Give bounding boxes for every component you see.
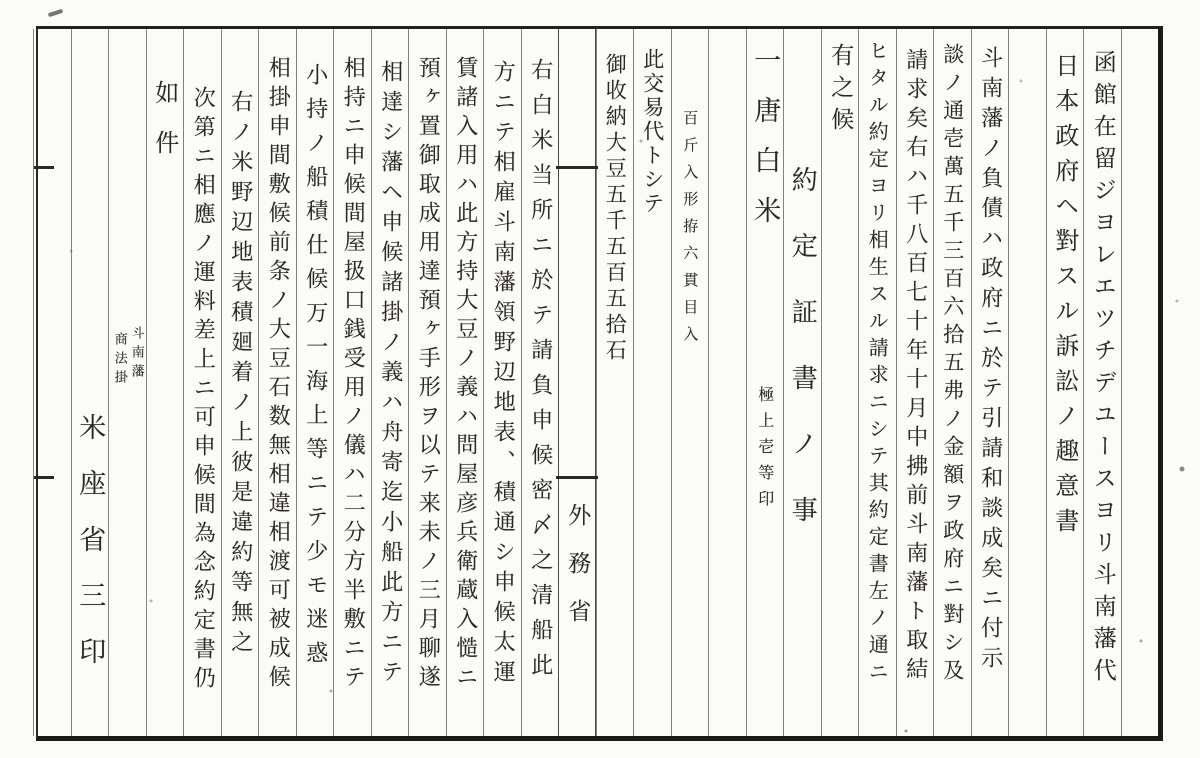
text-segment: 小持ノ船積仕候万一海上等ニテ少モ迷惑 xyxy=(302,63,328,675)
scan-mark xyxy=(48,9,64,17)
text-segment: 右ノ米野辺地表積廻着ノ上彼是違約等無之 xyxy=(227,90,253,660)
column-line-19 xyxy=(408,29,446,736)
text-segment: 一唐白米 xyxy=(749,46,781,246)
text-segment: 極上壱等印 xyxy=(755,386,775,516)
text-segment: 有之候 xyxy=(827,43,854,139)
text-segment: 斗南藩 xyxy=(128,326,144,383)
column-line-26 xyxy=(146,29,184,736)
column-line-04 xyxy=(971,29,1009,736)
column-line-21 xyxy=(333,29,371,736)
column-line-06 xyxy=(896,29,934,736)
text-segment: 約定証書ノ事 xyxy=(787,166,818,562)
text-segment: 日本政府ヘ對スル訴訟ノ趣意書 xyxy=(1050,53,1079,543)
text-segment: 御收納大豆五千五百五拾石 xyxy=(603,53,628,365)
text-segment: 米座省三印 xyxy=(74,413,106,693)
column-line-17 xyxy=(483,29,521,736)
column-left-margin xyxy=(33,29,71,736)
column-title-09 xyxy=(783,29,821,736)
scan-specks xyxy=(0,0,2,2)
column-note-12 xyxy=(671,29,709,736)
column-line-01 xyxy=(1083,29,1121,736)
text-segment: 右白米当所ニ於テ請負申候密〆之清船此 xyxy=(527,58,553,688)
ministry-label: 外務省 xyxy=(564,503,591,647)
text-segment: 請求矣右ハ千八百七十年十月中拂前斗南藩ト取結 xyxy=(902,48,928,686)
paper-frame xyxy=(36,26,1163,741)
text-segment: 談ノ通壱萬五千三百六拾五弗ノ金額ヲ政府ニ對シ及 xyxy=(940,43,965,687)
text-segment: 相持ニ申候間屋扱口銭受用ノ儀ハ二分方半敷ニテ xyxy=(340,56,366,694)
text-segment: 商法掛 xyxy=(111,332,127,389)
column-line-07 xyxy=(858,29,896,736)
text-segment: 次第ニ相應ノ運料差上ニ可申候間為念約定書仍 xyxy=(190,86,216,695)
column-blank-11 xyxy=(708,29,746,736)
column-signature-office xyxy=(108,29,146,736)
text-segment: 函館在留ジヨレエツチデユースヨリ斗南藩代 xyxy=(1089,50,1116,690)
column-line-02 xyxy=(1046,29,1084,736)
column-item-10 xyxy=(746,29,784,736)
column-line-16 xyxy=(521,29,559,736)
column-signature-name xyxy=(71,29,109,736)
text-segment: 百斤入形拵六貫目入 xyxy=(681,110,700,353)
text-segment: 方ニテ相雇斗南藩領野辺地表、積通シ申候太運 xyxy=(490,60,516,690)
column-line-25 xyxy=(183,29,221,736)
column-line-23 xyxy=(258,29,296,736)
text-segment: 相達シ藩ヘ申候諸掛ノ義ハ舟寄迄小船此方ニテ xyxy=(377,60,403,690)
column-line-14 xyxy=(596,29,634,736)
text-segment: 此交易代トシテ xyxy=(640,48,665,216)
text-segment: 如件 xyxy=(150,80,179,180)
column-line-13 xyxy=(633,29,671,736)
column-line-05 xyxy=(933,29,971,736)
text-segment: 相掛申間敷候前条ノ大豆石数無相違相渡可被成候 xyxy=(265,56,291,694)
column-line-20 xyxy=(371,29,409,736)
text-segment: 賃諸入用ハ此方持大豆ノ義ハ問屋彦兵衛蔵入慥ニ xyxy=(452,56,478,694)
column-fold xyxy=(558,29,596,736)
text-segment: 預ヶ置御取成用達預ヶ手形ヲ以テ来未ノ三月聊遂 xyxy=(415,56,441,694)
column-right-margin xyxy=(1121,29,1159,736)
column-line-18 xyxy=(446,29,484,736)
text-segment: 斗南藩ノ負債ハ政府ニ於テ引請和談成矣ニ付示 xyxy=(977,46,1003,676)
column-line-22 xyxy=(296,29,334,736)
text-segment: ヒタル約定ヨリ相生スル請求ニシテ其約定書左ノ通ニ xyxy=(865,40,890,688)
column-blank-03 xyxy=(1008,29,1046,736)
column-line-24 xyxy=(221,29,259,736)
column-line-08 xyxy=(821,29,859,736)
